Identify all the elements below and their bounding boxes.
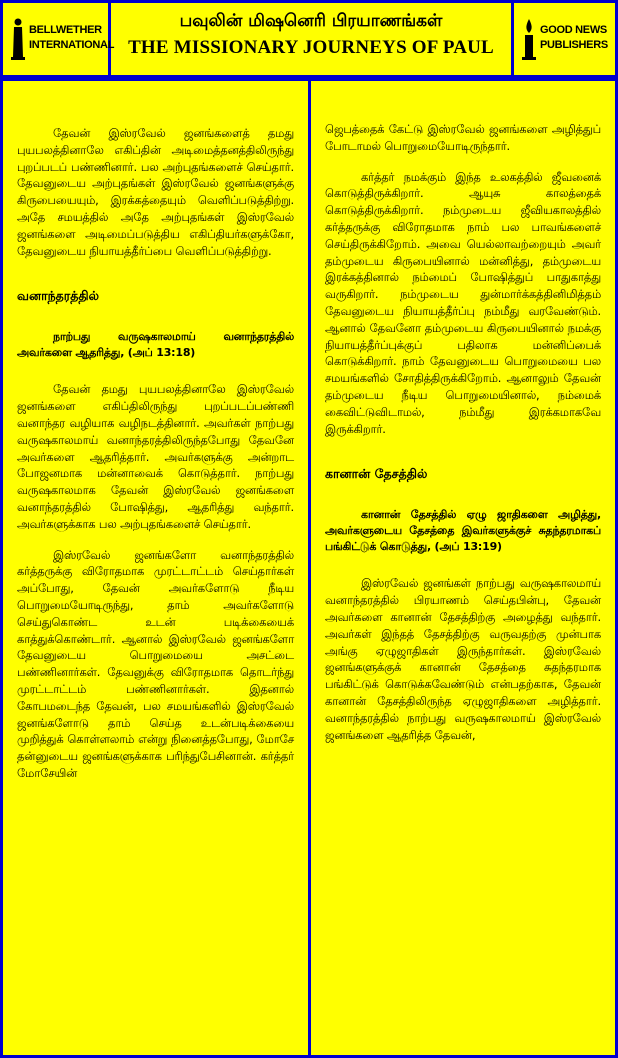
body-paragraph: கர்த்தர் நமக்கும் இந்த உலகத்தில் ஜீவனைக் கொடுத்திருக்கிறார். ஆயுசு காலத்தைக் கொடுத்திருக்கிறார். நம்முடைய ஜீவியகாலத்தில் கர்த்தருக்கு விரோதமாக நாம் பல பாவங்களைச் செய்திருக்கிறோம். அவை யெல்லாவற்றையும் அவர் தம்முடைய கிருபையினால் மன்னித்து, தம்முடைய இரக்கத்தினால் நம்மைப் போஷித்துப் பாதுகாத்து வருகிறார். நம்முடைய துன்மார்க்கத்தினிமித்தம் தேவனுடைய நியாயத்தீர்ப்பு நம்மீது வரவேண்டும். ஆனால் தேவனோ தம்முடைய கிருபையினால் நமக்கு நியாயத்தீர்ப்புக்குப் பதிலாக மன்னிப்பைக் கொடுக்கிறார். நாம் தேவனுடைய பொறுமையை பல சமயங்களில் சோதித்திருக்கிறோம். ஆனாலும் தேவன் தம்முடைய நீடிய பொறுமையினால், நம்மைக் கைவிட்டுவிடாமல், நம்மீது இரக்கமாகவே இருக்கிறார். — [325, 169, 601, 436]
body-paragraph: இஸ்ரவேல் ஜனங்களோ வனாந்தரத்தில் கர்த்தருக்கு விரோதமாக முரட்டாட்டம் செய்தார்கள் அப்போது, தேவன் அவர்களோடு நீடிய பொறுமையோடிருந்து, தாம் அவர்களோடு செய்துகொண்ட உடன் படிக்கையைக் காத்துக்கொண்டார். ஆனால் இஸ்ரவேல் ஜனங்களோ தேவனுடைய பொறுமையை அசட்டை பண்ணினார்கள். தேவனுக்கு விரோதமாக தொடர்ந்து முரட்டாட்டம் பண்ணினார்கள். இதனால் கோபமடைந்த தேவன், பல சமயங்களில் இஸ்ரவேல் ஜனங்களோடு தாம் செய்த உடன்படிக்கையை முறித்துக் கொள்ளலாம் என்று நினைத்தபோது, மோசே தன்னுடைய ஜனங்களுக்காக பரிந்துபேசினான். கர்த்தர் மோசேயின் — [17, 547, 294, 780]
section-heading-canaan: கானான் தேசத்தில் — [325, 466, 428, 482]
scripture-quote: நாற்பது வருஷகாலமாய் வனாந்தரத்தில் அவர்களை ஆதரித்து, (அப் 13:18) — [17, 330, 294, 360]
right-logo-line2: PUBLISHERS — [540, 39, 608, 51]
continued-paragraph: ஜெபத்தைக் கேட்டு இஸ்ரவேல் ஜனங்களை அழித்துப் போடாமல் பொறுமையோடிருந்தார். — [325, 122, 601, 153]
good-news-logo — [522, 13, 612, 65]
bellwether-logo — [11, 13, 115, 65]
title-tamil: பவுலின் மிஷனெரி பிரயாணங்கள் — [179, 11, 443, 31]
right-logo-cell — [511, 3, 615, 75]
title-cell — [111, 3, 511, 75]
lamp-icon — [522, 17, 536, 61]
header-banner — [0, 0, 618, 78]
intro-paragraph: தேவன் இஸ்ரவேல் ஜனங்களைத் தமது புயபலத்தினாலே எகிப்தின் அடிமைத்தனத்திலிருந்து புறப்படப் பண்ணினார். பல அற்புதங்களைச் செய்தார். தேவனுடைய அற்புதங்கள் இஸ்ரவேல் ஜனங்களுக்கு கிருபையையும், இரக்கத்தையும் வெளிப்படுத்திற்று. அதே சமயத்தில் அதே அற்புதங்கள் இஸ்ரவேல் ஜனங்களை அடிமைப்படுத்திய எகிப்தியர்களுக்கோ, தேவனுடைய நியாயத்தீர்ப்பை வெளிப்படுத்திற்று. — [17, 126, 294, 258]
left-column — [0, 78, 311, 1058]
section-heading-wilderness: வனாந்தரத்தில் — [17, 288, 99, 304]
scripture-quote: கானான் தேசத்தில் ஏழு ஜாதிகளை அழித்து, அவர்களுடைய தேசத்தை இவர்களுக்குச் சுதந்தரமாகப் பங்கிட்டுக் கொடுத்து, (அப் 13:19) — [325, 508, 601, 554]
left-logo-cell — [3, 3, 115, 75]
shepherd-icon — [11, 17, 25, 61]
body-paragraph: இஸ்ரவேல் ஜனங்கள் நாற்பது வருஷகாலமாய் வனாந்தரத்தில் பிரயாணம் செய்தபின்பு, தேவன் அவர்களை கானான் தேசத்திற்கு அழைத்து வந்தார். அவர்கள் இந்தத் தேசத்திற்கு வருவதற்கு முன்பாக அங்கு ஏழுஜாதிகள் இருந்தார்கள். இஸ்ரவேல் ஜனங்களுக்குக் கானான் தேசத்தை சுதந்தரமாக பங்கிட்டுக் கொடுக்கவேண்டும் என்பதற்காக, தேவன் கானான் தேசத்திலிருந்த ஏழுஜாதிகளை அழித்தார். வனாந்தரத்தில் நாற்பது வருஷகாலமாய் இஸ்ரவேல் ஜனங்களை ஆதரித்த தேவன், — [325, 576, 601, 742]
body-paragraph: தேவன் தமது புயபலத்தினாலே இஸ்ரவேல் ஜனங்களை எகிப்திலிருந்து புறப்படப்பண்ணி வனாந்தர வழியாக வழிநடத்தினார். அவர்கள் நாற்பது வருஷகாலமாய் வனாந்தரத்திலிருந்தபோது தேவனே அவர்களை ஆதரித்தார். அவர்களுக்கு அன்றாட போஜனமாக மன்னாவைக் கொடுத்தார். நாற்பது வருஷகாலமாக தேவன் இஸ்ரவேல் ஜனங்களை வனாந்தரத்தில் போஷித்து, ஆதரித்து வந்தார். அவர்களுக்காக பல அற்புதங்களைச் செய்தார். — [17, 382, 294, 531]
right-logo-line1: GOOD NEWS — [540, 24, 607, 36]
right-column — [308, 78, 618, 1058]
title-english: THE MISSIONARY JOURNEYS OF PAUL — [128, 37, 494, 58]
left-logo-line2: INTERNATIONAL — [29, 39, 115, 51]
left-logo-line1: BELLWETHER — [29, 24, 102, 36]
